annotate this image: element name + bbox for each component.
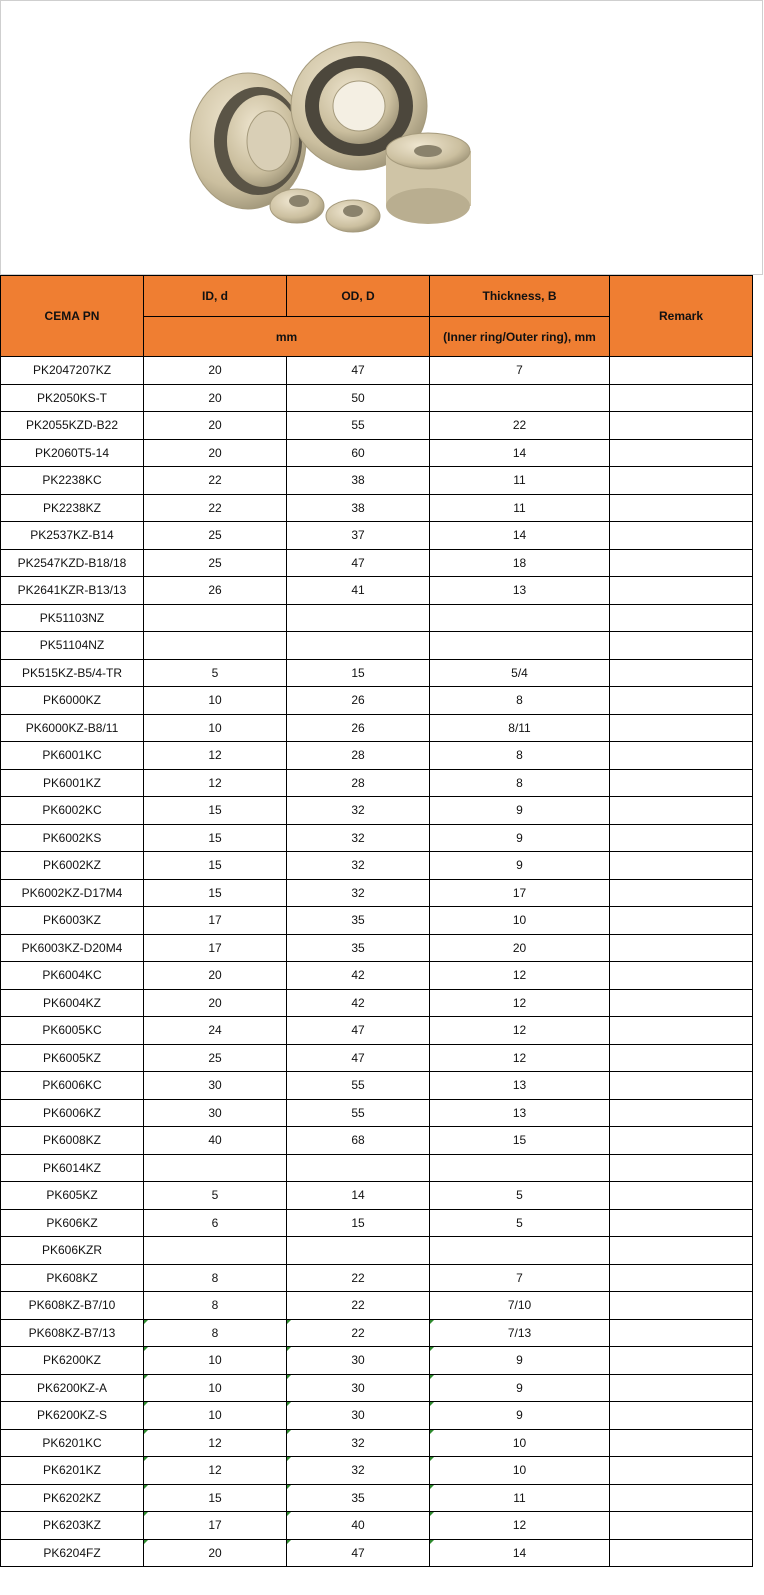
cell-part-number: PK6204FZ [1,1539,144,1567]
cell-inner-diameter [144,604,287,632]
cell-inner-diameter: 5 [144,659,287,687]
cell-inner-diameter: 26 [144,577,287,605]
table-row [1,494,753,522]
cell-outer-diameter: 32 [287,879,430,907]
cell-inner-diameter: 17 [144,1512,287,1540]
cell-outer-diameter: 55 [287,1099,430,1127]
table-row [1,549,753,577]
cell-remark [610,1264,753,1292]
cell-inner-diameter: 25 [144,1044,287,1072]
cell-remark [610,879,753,907]
cell-part-number: PK6002KZ [1,852,144,880]
cell-part-number: PK2060T5-14 [1,439,144,467]
cell-remark [610,632,753,660]
cell-part-number: PK2055KZD-B22 [1,412,144,440]
cell-remark [610,357,753,385]
cell-outer-diameter: 15 [287,659,430,687]
cell-outer-diameter: 32 [287,852,430,880]
cell-inner-diameter: 40 [144,1127,287,1155]
cell-outer-diameter: 42 [287,962,430,990]
cell-thickness: 7 [430,357,610,385]
cell-thickness: 9 [430,824,610,852]
cell-outer-diameter: 22 [287,1264,430,1292]
cell-thickness: 9 [430,852,610,880]
cell-part-number: PK606KZ [1,1209,144,1237]
cell-inner-diameter: 15 [144,824,287,852]
product-image-panel [0,0,763,275]
cell-thickness: 10 [430,1429,610,1457]
table-row [1,1017,753,1045]
cell-remark [610,1072,753,1100]
cell-inner-diameter: 20 [144,384,287,412]
cell-thickness [430,1237,610,1265]
cell-outer-diameter: 68 [287,1127,430,1155]
cell-thickness: 10 [430,907,610,935]
cell-outer-diameter: 38 [287,494,430,522]
cell-inner-diameter: 25 [144,549,287,577]
cell-thickness: 12 [430,1017,610,1045]
table-row [1,742,753,770]
cell-part-number: PK6000KZ-B8/11 [1,714,144,742]
cell-thickness: 9 [430,1402,610,1430]
table-row [1,1402,753,1430]
table-row [1,1237,753,1265]
cell-outer-diameter: 26 [287,687,430,715]
cell-outer-diameter [287,632,430,660]
cell-thickness: 14 [430,522,610,550]
cell-inner-diameter: 10 [144,687,287,715]
cell-remark [610,549,753,577]
cell-outer-diameter: 47 [287,1539,430,1567]
cell-thickness: 13 [430,1099,610,1127]
cell-thickness [430,1154,610,1182]
cell-part-number: PK2047207KZ [1,357,144,385]
cell-part-number: PK6000KZ [1,687,144,715]
cell-thickness: 12 [430,1512,610,1540]
bearing-spec-table [0,275,753,1567]
cell-thickness: 9 [430,1347,610,1375]
table-row [1,907,753,935]
cell-inner-diameter: 10 [144,1374,287,1402]
cell-outer-diameter: 22 [287,1319,430,1347]
cell-outer-diameter: 37 [287,522,430,550]
table-row [1,989,753,1017]
table-row [1,797,753,825]
cell-part-number: PK6002KC [1,797,144,825]
cell-thickness: 14 [430,1539,610,1567]
cell-outer-diameter: 15 [287,1209,430,1237]
cell-inner-diameter: 8 [144,1292,287,1320]
cell-outer-diameter [287,1237,430,1265]
cell-remark [610,769,753,797]
cell-remark [610,577,753,605]
cell-inner-diameter: 15 [144,852,287,880]
cell-remark [610,989,753,1017]
table-row [1,522,753,550]
cell-remark [610,1374,753,1402]
cell-inner-diameter: 20 [144,357,287,385]
cell-part-number: PK608KZ [1,1264,144,1292]
cell-outer-diameter: 30 [287,1347,430,1375]
cell-remark [610,1347,753,1375]
cell-part-number: PK6200KZ-S [1,1402,144,1430]
cell-outer-diameter: 32 [287,1429,430,1457]
table-row [1,1429,753,1457]
table-row [1,1264,753,1292]
cell-outer-diameter: 42 [287,989,430,1017]
cell-thickness: 7 [430,1264,610,1292]
table-row [1,1484,753,1512]
cell-inner-diameter: 17 [144,934,287,962]
table-row [1,1154,753,1182]
cell-thickness: 5 [430,1182,610,1210]
cell-outer-diameter: 38 [287,467,430,495]
cell-remark [610,962,753,990]
cell-outer-diameter: 28 [287,769,430,797]
cell-remark [610,522,753,550]
cell-inner-diameter: 20 [144,439,287,467]
cell-part-number: PK6001KZ [1,769,144,797]
cell-thickness: 18 [430,549,610,577]
cell-part-number: PK6002KS [1,824,144,852]
cell-inner-diameter: 22 [144,494,287,522]
cell-remark [610,1484,753,1512]
cell-inner-diameter: 17 [144,907,287,935]
cell-remark [610,1457,753,1485]
cell-thickness: 13 [430,577,610,605]
cell-thickness: 7/10 [430,1292,610,1320]
cell-inner-diameter: 20 [144,412,287,440]
header-remark: Remark [610,276,753,357]
cell-outer-diameter: 32 [287,1457,430,1485]
cell-remark [610,714,753,742]
cell-remark [610,1429,753,1457]
cell-remark [610,412,753,440]
cell-inner-diameter: 22 [144,467,287,495]
table-row [1,879,753,907]
cell-outer-diameter: 47 [287,549,430,577]
cell-outer-diameter: 60 [287,439,430,467]
cell-remark [610,687,753,715]
cell-part-number: PK6005KZ [1,1044,144,1072]
cell-remark [610,439,753,467]
cell-inner-diameter [144,1237,287,1265]
table-row [1,934,753,962]
cell-remark [610,1044,753,1072]
cell-thickness: 8 [430,769,610,797]
cell-remark [610,1209,753,1237]
header-od: OD, D [287,276,430,317]
cell-part-number: PK608KZ-B7/13 [1,1319,144,1347]
cell-outer-diameter: 32 [287,824,430,852]
cell-part-number: PK6200KZ-A [1,1374,144,1402]
cell-part-number: PK51104NZ [1,632,144,660]
cell-part-number: PK6202KZ [1,1484,144,1512]
cell-part-number: PK6014KZ [1,1154,144,1182]
cell-part-number: PK6005KC [1,1017,144,1045]
cell-part-number: PK608KZ-B7/10 [1,1292,144,1320]
cell-remark [610,494,753,522]
cell-thickness: 14 [430,439,610,467]
cell-part-number: PK2547KZD-B18/18 [1,549,144,577]
cell-remark [610,1319,753,1347]
cell-remark [610,797,753,825]
cell-inner-diameter: 30 [144,1072,287,1100]
cell-remark [610,824,753,852]
cell-remark [610,604,753,632]
cell-inner-diameter: 24 [144,1017,287,1045]
cell-thickness: 11 [430,467,610,495]
cell-part-number: PK6002KZ-D17M4 [1,879,144,907]
cell-inner-diameter: 12 [144,769,287,797]
cell-remark [610,1017,753,1045]
table-row [1,604,753,632]
cell-part-number: PK6008KZ [1,1127,144,1155]
table-row [1,632,753,660]
table-row [1,467,753,495]
cell-thickness: 22 [430,412,610,440]
cell-outer-diameter: 30 [287,1374,430,1402]
cell-inner-diameter: 10 [144,1402,287,1430]
table-row [1,1044,753,1072]
cell-thickness: 11 [430,494,610,522]
cell-thickness: 9 [430,797,610,825]
cell-outer-diameter [287,1154,430,1182]
cell-thickness: 12 [430,962,610,990]
cell-part-number: PK2641KZR-B13/13 [1,577,144,605]
cell-outer-diameter: 55 [287,1072,430,1100]
cell-outer-diameter: 22 [287,1292,430,1320]
header-thickness-unit: (Inner ring/Outer ring), mm [430,317,610,357]
cell-inner-diameter: 5 [144,1182,287,1210]
cell-part-number: PK2238KZ [1,494,144,522]
table-row [1,357,753,385]
cell-thickness: 7/13 [430,1319,610,1347]
cell-remark [610,1539,753,1567]
cell-remark [610,934,753,962]
cell-outer-diameter: 47 [287,1017,430,1045]
cell-remark [610,1154,753,1182]
cell-thickness: 12 [430,989,610,1017]
cell-part-number: PK2238KC [1,467,144,495]
cell-outer-diameter: 40 [287,1512,430,1540]
table-row [1,714,753,742]
cell-inner-diameter: 8 [144,1319,287,1347]
cell-part-number: PK6201KZ [1,1457,144,1485]
cell-thickness: 10 [430,1457,610,1485]
cell-outer-diameter: 55 [287,412,430,440]
cell-part-number: PK6003KZ-D20M4 [1,934,144,962]
table-row [1,962,753,990]
cell-part-number: PK605KZ [1,1182,144,1210]
cell-thickness: 13 [430,1072,610,1100]
cell-thickness: 11 [430,1484,610,1512]
table-row [1,384,753,412]
cell-inner-diameter: 20 [144,989,287,1017]
header-thickness: Thickness, B [430,276,610,317]
cell-remark [610,1182,753,1210]
cell-thickness: 8/11 [430,714,610,742]
cell-thickness: 12 [430,1044,610,1072]
cell-inner-diameter: 20 [144,1539,287,1567]
cell-part-number: PK515KZ-B5/4-TR [1,659,144,687]
table-row [1,1374,753,1402]
table-row [1,439,753,467]
cell-outer-diameter: 35 [287,907,430,935]
bearing-product-photo-icon [1,1,763,275]
cell-part-number: PK6004KZ [1,989,144,1017]
cell-part-number: PK6004KC [1,962,144,990]
cell-inner-diameter: 20 [144,962,287,990]
cell-part-number: PK2537KZ-B14 [1,522,144,550]
cell-remark [610,1099,753,1127]
cell-remark [610,1127,753,1155]
table-row [1,1539,753,1567]
header-cema-pn: CEMA PN [1,276,144,357]
cell-inner-diameter: 10 [144,714,287,742]
cell-outer-diameter: 50 [287,384,430,412]
table-row [1,1182,753,1210]
cell-part-number: PK6003KZ [1,907,144,935]
cell-thickness: 9 [430,1374,610,1402]
cell-part-number: PK6006KZ [1,1099,144,1127]
cell-inner-diameter: 12 [144,1457,287,1485]
cell-inner-diameter: 15 [144,1484,287,1512]
cell-thickness [430,384,610,412]
table-row [1,687,753,715]
cell-thickness: 17 [430,879,610,907]
cell-outer-diameter: 41 [287,577,430,605]
cell-inner-diameter: 15 [144,797,287,825]
header-mm-unit: mm [144,317,430,357]
cell-inner-diameter: 6 [144,1209,287,1237]
table-row [1,412,753,440]
cell-thickness: 8 [430,742,610,770]
cell-thickness: 15 [430,1127,610,1155]
cell-inner-diameter [144,1154,287,1182]
cell-remark [610,659,753,687]
cell-outer-diameter: 30 [287,1402,430,1430]
cell-inner-diameter: 30 [144,1099,287,1127]
cell-thickness: 5 [430,1209,610,1237]
cell-part-number: PK6201KC [1,1429,144,1457]
cell-outer-diameter: 47 [287,1044,430,1072]
cell-inner-diameter: 10 [144,1347,287,1375]
cell-part-number: PK6001KC [1,742,144,770]
table-row [1,1127,753,1155]
table-row [1,824,753,852]
table-row [1,1072,753,1100]
cell-outer-diameter: 28 [287,742,430,770]
table-row [1,1457,753,1485]
cell-outer-diameter: 26 [287,714,430,742]
cell-part-number: PK6200KZ [1,1347,144,1375]
table-row [1,1319,753,1347]
cell-part-number: PK6203KZ [1,1512,144,1540]
table-row [1,1512,753,1540]
cell-outer-diameter: 14 [287,1182,430,1210]
cell-remark [610,1292,753,1320]
cell-outer-diameter: 35 [287,934,430,962]
cell-outer-diameter: 47 [287,357,430,385]
table-row [1,1099,753,1127]
cell-inner-diameter: 12 [144,742,287,770]
cell-thickness: 20 [430,934,610,962]
cell-remark [610,852,753,880]
cell-thickness [430,632,610,660]
table-row [1,577,753,605]
cell-outer-diameter: 35 [287,1484,430,1512]
cell-part-number: PK2050KS-T [1,384,144,412]
cell-part-number: PK606KZR [1,1237,144,1265]
table-row [1,1209,753,1237]
table-row [1,1347,753,1375]
cell-part-number: PK51103NZ [1,604,144,632]
cell-inner-diameter: 8 [144,1264,287,1292]
table-row [1,769,753,797]
cell-thickness [430,604,610,632]
cell-inner-diameter: 12 [144,1429,287,1457]
table-row [1,852,753,880]
cell-remark [610,1512,753,1540]
table-row [1,1292,753,1320]
cell-part-number: PK6006KC [1,1072,144,1100]
cell-remark [610,1237,753,1265]
cell-outer-diameter: 32 [287,797,430,825]
cell-thickness: 8 [430,687,610,715]
cell-thickness: 5/4 [430,659,610,687]
header-id: ID, d [144,276,287,317]
cell-inner-diameter: 15 [144,879,287,907]
cell-remark [610,907,753,935]
cell-outer-diameter [287,604,430,632]
cell-inner-diameter [144,632,287,660]
cell-remark [610,1402,753,1430]
cell-remark [610,742,753,770]
cell-remark [610,467,753,495]
cell-remark [610,384,753,412]
table-row [1,659,753,687]
cell-inner-diameter: 25 [144,522,287,550]
